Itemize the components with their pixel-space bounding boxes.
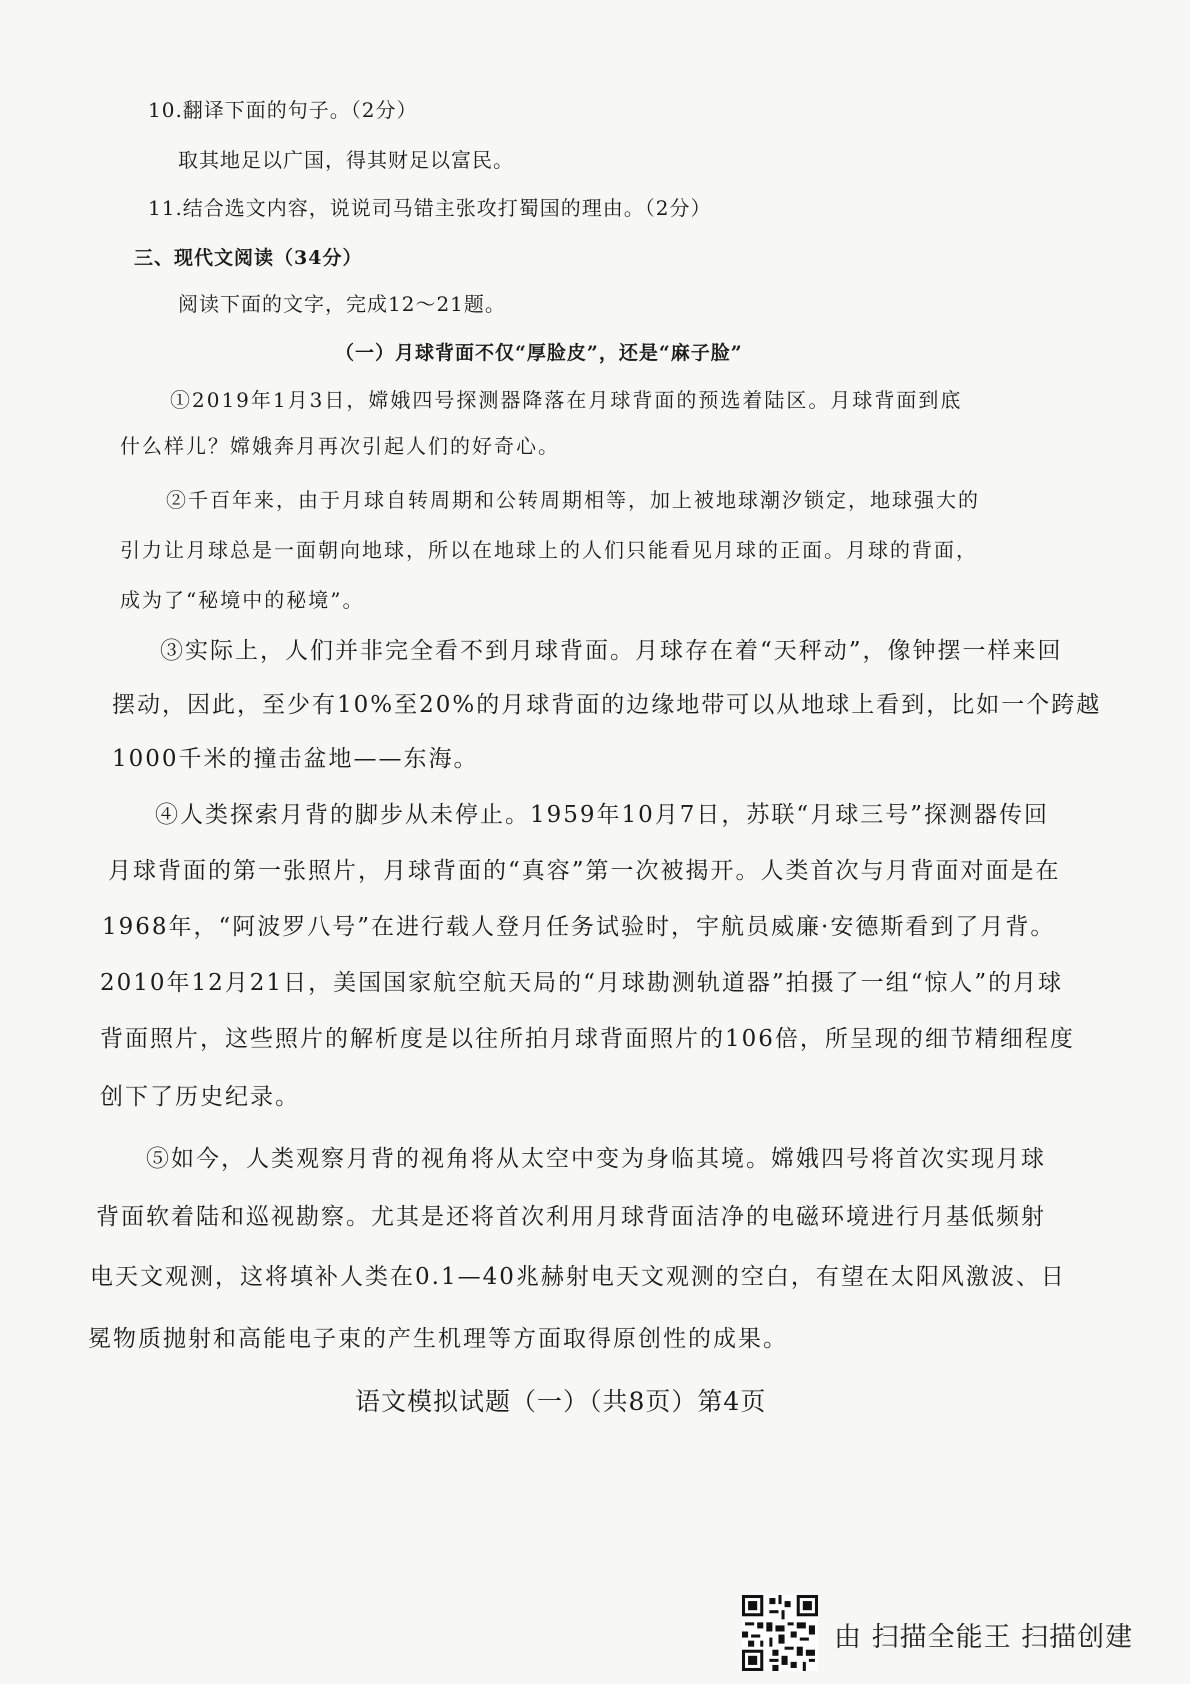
paragraph-line: 月球背面的第一张照片，月球背面的“真容”第一次被揭开。人类首次与月背面对面是在 — [108, 858, 1061, 884]
paragraph-line: 冕物质抛射和高能电子束的产生机理等方面取得原创性的成果。 — [88, 1326, 788, 1352]
question-11: 11.结合选文内容，说说司马错主张攻打蜀国的理由。（2分） — [148, 196, 712, 220]
qr-code-icon — [742, 1595, 818, 1671]
paragraph-line: 1000千米的撞击盆地——东海。 — [112, 746, 479, 772]
paragraph-line: 1968年，“阿波罗八号”在进行载人登月任务试验时，宇航员威廉·安德斯看到了月背。 — [102, 914, 1056, 940]
paragraph-line: 引力让月球总是一面朝向地球，所以在地球上的人们只能看见月球的正面。月球的背面， — [120, 538, 978, 562]
paragraph-line: 创下了历史纪录。 — [100, 1084, 300, 1110]
watermark-text: 由 扫描全能王 扫描创建 — [834, 1622, 1134, 1653]
paragraph-line: 成为了“秘境中的秘境”。 — [120, 588, 365, 612]
reading-instruction: 阅读下面的文字，完成12～21题。 — [178, 292, 506, 316]
scanner-watermark — [742, 1595, 1162, 1675]
paragraph-line: ⑤如今，人类观察月背的视角将从太空中变为身临其境。嫦娥四号将首次实现月球 — [146, 1146, 1046, 1172]
question-10: 10.翻译下面的句子。（2分） — [148, 98, 418, 122]
paragraph-line: ①2019年1月3日，嫦娥四号探测器降落在月球背面的预选着陆区。月球背面到底 — [170, 388, 963, 412]
paragraph-line: ④人类探索月背的脚步从未停止。1959年10月7日，苏联“月球三号”探测器传回 — [155, 802, 1049, 828]
paragraph-line: 什么样儿？嫦娥奔月再次引起人们的好奇心。 — [120, 434, 560, 458]
article-title: （一）月球背面不仅“厚脸皮”，还是“麻子脸” — [335, 342, 743, 364]
question-10-sentence: 取其地足以广国，得其财足以富民。 — [178, 148, 514, 172]
section-heading: 三、现代文阅读（34分） — [134, 247, 363, 269]
page-footer: 语文模拟试题（一）（共8页）第4页 — [355, 1387, 767, 1416]
paragraph-line: 背面照片，这些照片的解析度是以往所拍月球背面照片的106倍，所呈现的细节精细程度 — [100, 1026, 1075, 1052]
paragraph-line: ③实际上，人们并非完全看不到月球背面。月球存在着“天秤动”，像钟摆一样来回 — [160, 638, 1063, 664]
paragraph-line: 摆动，因此，至少有10%至20%的月球背面的边缘地带可以从地球上看到，比如一个跨越 — [112, 692, 1102, 718]
paragraph-line: 背面软着陆和巡视勘察。尤其是还将首次利用月球背面洁净的电磁环境进行月基低频射 — [96, 1204, 1046, 1230]
paragraph-line: 电天文观测，这将填补人类在0.1—40兆赫射电天文观测的空白，有望在太阳风激波、日 — [90, 1264, 1066, 1290]
paragraph-line: ②千百年来，由于月球自转周期和公转周期相等，加上被地球潮汐锁定，地球强大的 — [166, 488, 980, 512]
paragraph-line: 2010年12月21日，美国国家航空航天局的“月球勘测轨道器”拍摄了一组“惊人”的月球 — [100, 970, 1064, 996]
